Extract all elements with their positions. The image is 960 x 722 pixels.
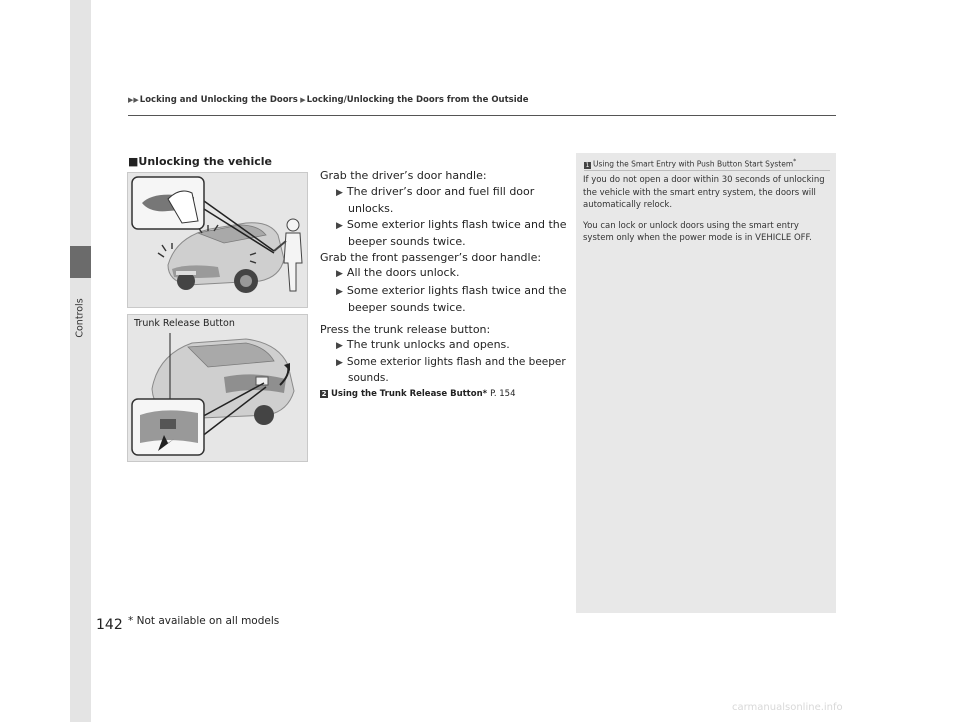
note-paragraph: If you do not open a door within 30 seconds of unlocking the vehicle with the smart entry system, the doors will automatically relock. <box>583 175 825 210</box>
note-body <box>583 174 831 253</box>
step-result: ▶ Some exterior lights flash twice and the beeper sounds twice. <box>336 283 567 314</box>
arrow-right-icon: ▶ <box>336 220 343 231</box>
section-heading-text: Unlocking the vehicle <box>138 155 273 168</box>
chapter-tab-marker <box>70 246 91 278</box>
chevron-right-icon: ▶▶ <box>128 96 139 104</box>
step-result: ▶ The driver’s door and fuel fill door unlocks. <box>336 184 535 215</box>
breadcrumb-item-2[interactable]: Locking/Unlocking the Doors from the Outside <box>306 95 529 105</box>
car-front-illustration <box>128 173 307 307</box>
note-divider <box>584 170 830 171</box>
arrow-right-icon: ▶ <box>336 269 343 279</box>
reference-icon: 2 <box>321 389 327 398</box>
step-result: ▶ The trunk unlocks and opens. <box>336 338 510 351</box>
section-marker: ■ <box>128 155 139 168</box>
breadcrumb <box>128 95 528 105</box>
arrow-right-icon: ▶ <box>336 187 343 198</box>
arrow-right-icon: ▶ <box>336 357 343 368</box>
trunk-release-illustration <box>127 314 308 462</box>
step-intro: Grab the driver’s door handle: <box>320 169 487 182</box>
step-intro: Grab the front passenger’s door handle: <box>320 250 542 264</box>
note-icon: 1 <box>585 161 590 169</box>
page-number: 142 <box>96 617 123 633</box>
watermark: carmanualsonline.info <box>732 702 843 713</box>
chapter-sidebar <box>70 0 91 722</box>
car-rear-illustration <box>128 315 307 461</box>
step-result: ▶ Some exterior lights flash twice and the beeper sounds twice. <box>336 217 567 248</box>
figure-callout-label: Trunk Release Button <box>134 318 235 329</box>
breadcrumb-item-1[interactable]: Locking and Unlocking the Doors <box>139 95 298 105</box>
footnote: * Not available on all models <box>128 615 280 627</box>
header-divider <box>128 115 836 116</box>
note-title: 1 Using the Smart Entry with Push Button Start System* <box>585 158 797 169</box>
cross-reference-link[interactable]: 2 Using the Trunk Release Button* P. 154 <box>321 388 516 399</box>
arrow-right-icon: ▶ <box>336 341 343 351</box>
arrow-right-icon: ▶ <box>336 286 343 297</box>
chapter-label: Controls <box>74 298 86 338</box>
step-result: ▶ All the doors unlock. <box>336 266 460 279</box>
instructions <box>320 168 570 402</box>
step-result: ▶ Some exterior lights flash and the beeper sounds. <box>336 355 566 384</box>
door-handle-illustration <box>127 172 308 308</box>
step-intro: Press the trunk release button: <box>320 322 491 336</box>
section-heading <box>128 155 272 168</box>
chevron-right-icon: ▶ <box>297 96 306 104</box>
note-paragraph: You can lock or unlock doors using the smart entry system only when the power mode is in VEHICLE OFF. <box>583 220 812 243</box>
